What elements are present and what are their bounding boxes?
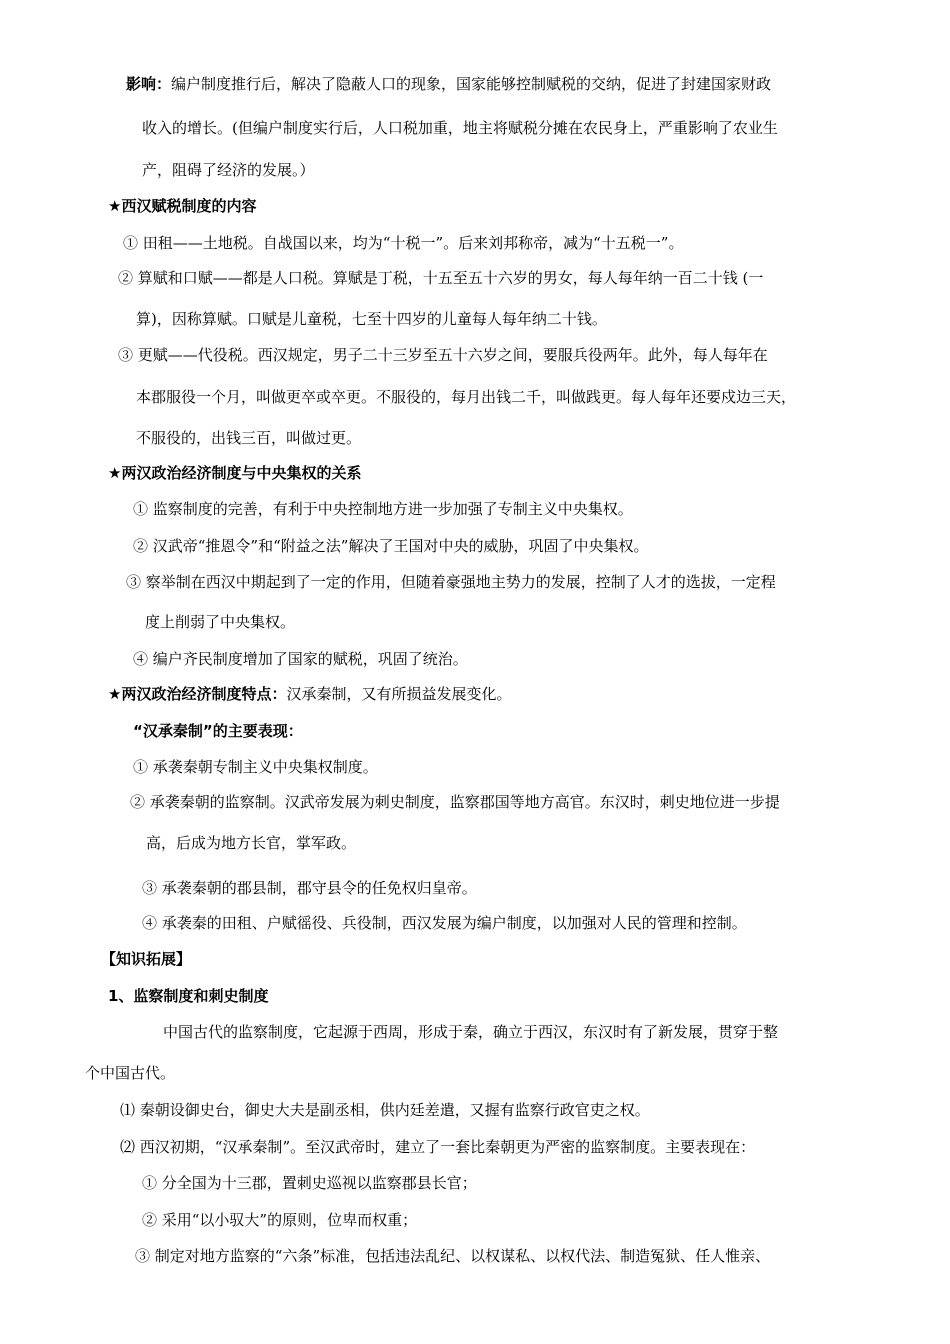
extension-subheading: 1、监察制度和刺史制度 <box>108 987 269 1005</box>
extension-sub-3: ③ 制定对地方监察的“六条”标准，包括违法乱纪、以权谋私、以权代法、制造冤狱、任人惟亲、 <box>135 1247 771 1265</box>
features-item-1: ① 承袭秦朝专制主义中央集权制度。 <box>133 758 378 776</box>
tax-item-3-line-3: 不服役的，出钱三百，叫做过更。 <box>136 429 362 447</box>
extension-sub-2: ② 采用“以小驭大”的原则，位卑而权重； <box>142 1211 418 1229</box>
impact-text: 编户制度推行后，解决了隐蔽人口的现象，国家能够控制赋税的交纳，促进了封建国家财政 <box>171 75 772 93</box>
extension-point-1: ⑴ 秦朝设御史台，御史大夫是副丞相，供内廷差遣，又握有监察行政官吏之权。 <box>120 1101 650 1119</box>
features-heading-text: 汉承秦制，又有所损益发展变化。 <box>286 685 512 703</box>
features-item-4: ④ 承袭秦的田租、户赋徭役、兵役制，西汉发展为编户制度，以加强对人民的管理和控制。 <box>142 914 747 932</box>
impact-label: 影响： <box>126 75 172 93</box>
tax-item-3-line-1: ③ 更赋——代役税。西汉规定，男子二十三岁至五十六岁之间，要服兵役两年。此外，每人每年在 <box>118 346 768 364</box>
relation-item-1: ① 监察制度的完善，有利于中央控制地方进一步加强了专制主义中央集权。 <box>133 500 633 518</box>
features-heading-line <box>108 684 511 704</box>
tax-item-2-line-2: 算)，因称算赋。口赋是儿童税，七至十四岁的儿童每人每年纳二十钱。 <box>136 310 607 328</box>
extension-para-line-2: 个中国古代。 <box>85 1064 176 1082</box>
features-item-2-line-2: 高，后成为地方长官，掌军政。 <box>146 834 357 852</box>
features-subheading: “汉承秦制”的主要表现： <box>133 722 303 740</box>
impact-line-3: 产，阻碍了经济的发展。） <box>142 161 315 179</box>
extension-para-line-1: 中国古代的监察制度，它起源于西周，形成于秦，确立于西汉，东汉时有了新发展，贯穿于整 <box>163 1023 779 1041</box>
extension-heading: 【知识拓展】 <box>101 950 192 968</box>
tax-item-2-line-1: ② 算赋和口赋——都是人口税。算赋是丁税，十五至五十六岁的男女，每人每年纳一百二十钱 (一 <box>118 269 764 287</box>
impact-line-1 <box>126 74 771 94</box>
tax-item-3-line-2: 本郡服役一个月，叫做更卒或卒更。不服役的，每月出钱二千，叫做践更。每人每年还要戍边三天， <box>136 388 797 406</box>
relation-heading: ★两汉政治经济制度与中央集权的关系 <box>108 464 362 482</box>
features-heading: ★两汉政治经济制度特点： <box>108 685 287 703</box>
tax-item-1: ① 田租——土地税。自战国以来，均为“十税一”。后来刘邦称帝，减为“十五税一”。 <box>123 234 684 252</box>
relation-item-4: ④ 编户齐民制度增加了国家的赋税，巩固了统治。 <box>133 650 468 668</box>
extension-sub-1: ① 分全国为十三郡，置刺史巡视以监察郡县长官； <box>142 1174 477 1192</box>
features-item-2-line-1: ② 承袭秦朝的监察制。汉武帝发展为刺史制度，监察郡国等地方高官。东汉时，刺史地位进一步提 <box>130 793 780 811</box>
tax-heading: ★西汉赋税制度的内容 <box>108 197 257 215</box>
relation-item-2: ② 汉武帝“推恩令”和“附益之法”解决了王国对中央的威胁，巩固了中央集权。 <box>133 537 649 555</box>
features-item-3: ③ 承袭秦朝的郡县制，郡守县令的任免权归皇帝。 <box>142 879 477 897</box>
relation-item-3-line-2: 度上削弱了中央集权。 <box>145 613 296 631</box>
extension-point-2: ⑵ 西汉初期，“汉承秦制”。至汉武帝时，建立了一套比秦朝更为严密的监察制度。主要表现在： <box>120 1138 756 1156</box>
impact-line-2: 收入的增长。(但编户制度实行后，人口税加重，地主将赋税分摊在农民身上，严重影响了农业生 <box>142 119 778 137</box>
relation-item-3-line-1: ③ 察举制在西汉中期起到了一定的作用，但随着豪强地主势力的发展，控制了人才的选拔，一定程 <box>126 573 776 591</box>
